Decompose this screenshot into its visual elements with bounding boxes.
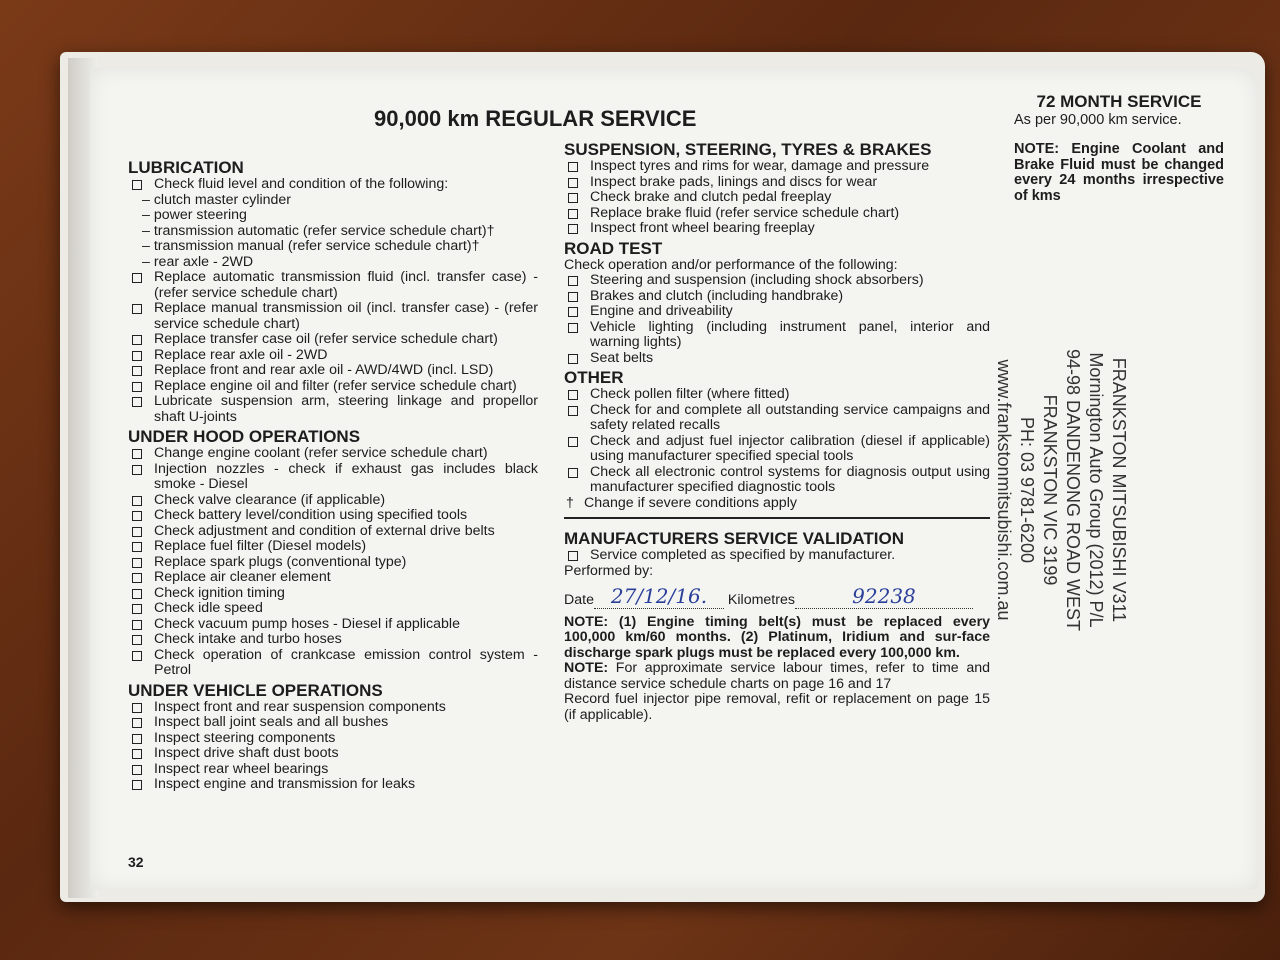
subitem: – power steering bbox=[142, 207, 247, 223]
checkbox-icon[interactable] bbox=[132, 620, 142, 630]
checkbox-icon[interactable] bbox=[132, 273, 142, 283]
dagger-note: † Change if severe conditions apply bbox=[566, 494, 797, 511]
checklist-item: Seat belts bbox=[564, 351, 990, 367]
checkbox-icon[interactable] bbox=[132, 511, 142, 521]
left-column bbox=[128, 156, 538, 793]
checkbox-icon[interactable] bbox=[132, 651, 142, 661]
checklist-item: Check fluid level and condition of the following: bbox=[128, 177, 538, 193]
checkbox-icon[interactable] bbox=[132, 703, 142, 713]
stamp-line: PH: 03 9781-6200 bbox=[1017, 416, 1037, 564]
checkbox-icon[interactable] bbox=[132, 749, 142, 759]
checkbox-icon[interactable] bbox=[132, 335, 142, 345]
km-handwritten: 92238 bbox=[852, 584, 916, 608]
checklist-item: Replace air cleaner element bbox=[128, 570, 538, 586]
checklist-item: Inspect tyres and rims for wear, damage and pressure bbox=[564, 159, 990, 175]
checkbox-icon[interactable] bbox=[568, 406, 578, 416]
checkbox-icon[interactable] bbox=[568, 468, 578, 478]
subitem: – rear axle - 2WD bbox=[142, 253, 254, 270]
checkbox-icon[interactable] bbox=[568, 178, 578, 188]
checklist-item: Replace manual transmission oil (incl. transfer case) - (refer service schedule chart) bbox=[128, 301, 538, 332]
checkbox-icon[interactable] bbox=[132, 449, 142, 459]
checklist-item: Change engine coolant (refer service schedule chart) bbox=[128, 446, 538, 462]
checklist-item: Engine and driveability bbox=[564, 304, 990, 320]
subitem: – transmission manual (refer service schedule chart)† bbox=[142, 238, 480, 254]
checkbox-icon[interactable] bbox=[132, 304, 142, 314]
checklist-item: Inspect drive shaft dust boots bbox=[128, 746, 538, 762]
dealer-stamp bbox=[990, 320, 1130, 660]
road-test-heading: ROAD TEST bbox=[564, 238, 663, 258]
checklist-item: Check pollen filter (where fitted) bbox=[564, 387, 990, 403]
checkbox-icon[interactable] bbox=[568, 354, 578, 364]
checklist-item: Brakes and clutch (including handbrake) bbox=[564, 289, 990, 305]
checklist-item: Steering and suspension (including shock absorbers) bbox=[564, 273, 990, 289]
checklist-item: Check valve clearance (if applicable) bbox=[128, 493, 538, 509]
checklist-item: Inspect front wheel bearing freeplay bbox=[564, 221, 990, 237]
checkbox-icon[interactable] bbox=[132, 180, 142, 190]
checkbox-icon[interactable] bbox=[568, 276, 578, 286]
suspension-heading: SUSPENSION, STEERING, TYRES & BRAKES bbox=[564, 140, 932, 159]
checkbox-icon[interactable] bbox=[132, 589, 142, 599]
checklist-item: Replace automatic transmission fluid (incl. transfer case) - (refer service schedule chart) bbox=[128, 270, 538, 301]
checklist-item: Vehicle lighting (including instrument panel, interior and warning lights) bbox=[564, 320, 990, 351]
checklist-item: Replace brake fluid (refer service schedule chart) bbox=[564, 206, 990, 222]
checklist-item: Inspect ball joint seals and all bushes bbox=[128, 715, 538, 731]
checklist-item: Injection nozzles - check if exhaust gas includes black smoke - Diesel bbox=[128, 462, 538, 493]
checkbox-icon[interactable] bbox=[132, 366, 142, 376]
checkbox-icon[interactable] bbox=[132, 573, 142, 583]
checkbox-icon[interactable] bbox=[132, 734, 142, 744]
checklist-item: Check for and complete all outstanding service campaigns and safety related recalls bbox=[564, 403, 990, 434]
checklist-item: Replace transfer case oil (refer service schedule chart) bbox=[128, 332, 538, 348]
page-title: 90,000 km REGULAR SERVICE bbox=[374, 106, 697, 131]
lubrication-heading: LUBRICATION bbox=[128, 158, 244, 177]
checkbox-icon[interactable] bbox=[132, 527, 142, 537]
checklist-item: Check brake and clutch pedal freeplay bbox=[564, 190, 990, 206]
middle-column bbox=[564, 138, 990, 723]
stamp-line: Mornington Auto Group (2012) P/L bbox=[1086, 352, 1106, 628]
checkbox-icon[interactable] bbox=[132, 382, 142, 392]
month72-note: NOTE: Engine Coolant and Brake Fluid must be changed every 24 months irrespective of kms bbox=[1014, 141, 1225, 204]
checkbox-icon[interactable] bbox=[132, 351, 142, 361]
checkbox-icon[interactable] bbox=[568, 437, 578, 447]
checklist-item: Check ignition timing bbox=[128, 586, 538, 602]
checklist-item: Replace rear axle oil - 2WD bbox=[128, 348, 538, 364]
checkbox-icon[interactable] bbox=[132, 765, 142, 775]
checklist-item: Inspect engine and transmission for leaks bbox=[128, 777, 538, 793]
checklist-item: Replace fuel filter (Diesel models) bbox=[128, 539, 538, 555]
checkbox-icon[interactable] bbox=[568, 193, 578, 203]
checklist-item: Service completed as specified by manufacturer. bbox=[564, 548, 990, 564]
validation-heading: MANUFACTURERS SERVICE VALIDATION bbox=[564, 529, 905, 548]
page-number: 32 bbox=[128, 854, 144, 870]
under-hood-heading: UNDER HOOD OPERATIONS bbox=[128, 427, 361, 446]
stamp-line: www.frankstonmitsubishi.com.au bbox=[994, 359, 1014, 621]
checklist-item: Check idle speed bbox=[128, 601, 538, 617]
road-test-intro: Check operation and/or performance of the following: bbox=[564, 256, 898, 273]
checkbox-icon[interactable] bbox=[568, 209, 578, 219]
date-label: Date bbox=[564, 592, 594, 608]
checkbox-icon[interactable] bbox=[132, 397, 142, 407]
checklist-item: Replace spark plugs (conventional type) bbox=[128, 555, 538, 571]
subitem: – clutch master cylinder bbox=[142, 191, 292, 208]
checkbox-icon[interactable] bbox=[132, 496, 142, 506]
other-heading: OTHER bbox=[564, 368, 624, 387]
km-field[interactable] bbox=[795, 584, 973, 609]
note-timing-belt: NOTE: (1) Engine timing belt(s) must be replaced every 100,000 km/60 months. (2) Platinum, Iridium and sur-face discharge spark plugs must be replaced every 100,000 km. bbox=[564, 613, 990, 661]
checkbox-icon[interactable] bbox=[132, 604, 142, 614]
month72-sub: As per 90,000 km service. bbox=[1014, 111, 1182, 128]
checkbox-icon[interactable] bbox=[568, 162, 578, 172]
note-fuel-injector: Record fuel injector pipe removal, refit or replacement on page 15 (if applicable). bbox=[564, 691, 990, 723]
stamp-line: FRANKSTON MITSUBISHI V311 bbox=[1109, 357, 1129, 623]
checklist-item: Lubricate suspension arm, steering linkage and propellor shaft U-joints bbox=[128, 394, 538, 425]
checkbox-icon[interactable] bbox=[568, 390, 578, 400]
under-vehicle-heading: UNDER VEHICLE OPERATIONS bbox=[128, 680, 383, 700]
checklist-item: Check intake and turbo hoses bbox=[128, 632, 538, 648]
dagger-mark: † bbox=[566, 494, 574, 511]
checklist-item: Check and adjust fuel injector calibration (diesel if applicable) using manufacturer specified special tools bbox=[564, 434, 990, 465]
checkbox-icon[interactable] bbox=[132, 558, 142, 568]
stamp-line: FRANKSTON VIC 3199 bbox=[1040, 394, 1060, 586]
checkbox-icon[interactable] bbox=[132, 465, 142, 475]
divider bbox=[564, 517, 990, 519]
checklist-item: Check battery level/condition using specified tools bbox=[128, 508, 538, 524]
km-label: Kilometres bbox=[727, 592, 795, 608]
subitem: – transmission automatic (refer service schedule chart)† bbox=[142, 222, 495, 239]
checkbox-icon[interactable] bbox=[132, 542, 142, 552]
month72-heading: 72 MONTH SERVICE bbox=[1036, 92, 1202, 111]
checkbox-icon[interactable] bbox=[568, 292, 578, 302]
performed-by-label: Performed by: bbox=[564, 562, 654, 579]
date-field[interactable] bbox=[594, 584, 724, 609]
checkbox-icon[interactable] bbox=[568, 224, 578, 234]
checkbox-icon[interactable] bbox=[132, 718, 142, 728]
checkbox-icon[interactable] bbox=[132, 780, 142, 790]
checklist-item: Replace front and rear axle oil - AWD/4WD (incl. LSD) bbox=[128, 363, 538, 379]
checklist-item: Check operation of crankcase emission control system - Petrol bbox=[128, 648, 538, 679]
date-handwritten: 27/12/16. bbox=[610, 584, 708, 608]
checklist-item: Inspect front and rear suspension components bbox=[128, 700, 538, 716]
checklist-item: Check vacuum pump hoses - Diesel if applicable bbox=[128, 617, 538, 633]
checklist-item: Replace engine oil and filter (refer service schedule chart) bbox=[128, 379, 538, 395]
checklist-item: Inspect brake pads, linings and discs for wear bbox=[564, 175, 990, 191]
right-column bbox=[1014, 94, 1224, 204]
checklist-item: Check all electronic control systems for diagnosis output using manufacturer specified diagnostic tools bbox=[564, 465, 990, 496]
checkbox-icon[interactable] bbox=[568, 307, 578, 317]
checkbox-icon[interactable] bbox=[568, 323, 578, 333]
checkbox-icon[interactable] bbox=[132, 635, 142, 645]
note-labour-times: NOTE: For approximate service labour times, refer to time and distance service schedule charts on page 16 and 17 bbox=[564, 660, 990, 692]
checklist-item: Inspect steering components bbox=[128, 731, 538, 747]
checkbox-icon[interactable] bbox=[568, 551, 578, 561]
checklist-item: Inspect rear wheel bearings bbox=[128, 762, 538, 778]
checklist-item: Check adjustment and condition of external drive belts bbox=[128, 524, 538, 540]
stamp-line: 94-98 DANDENONG ROAD WEST bbox=[1063, 348, 1083, 632]
date-km-row bbox=[564, 584, 990, 609]
